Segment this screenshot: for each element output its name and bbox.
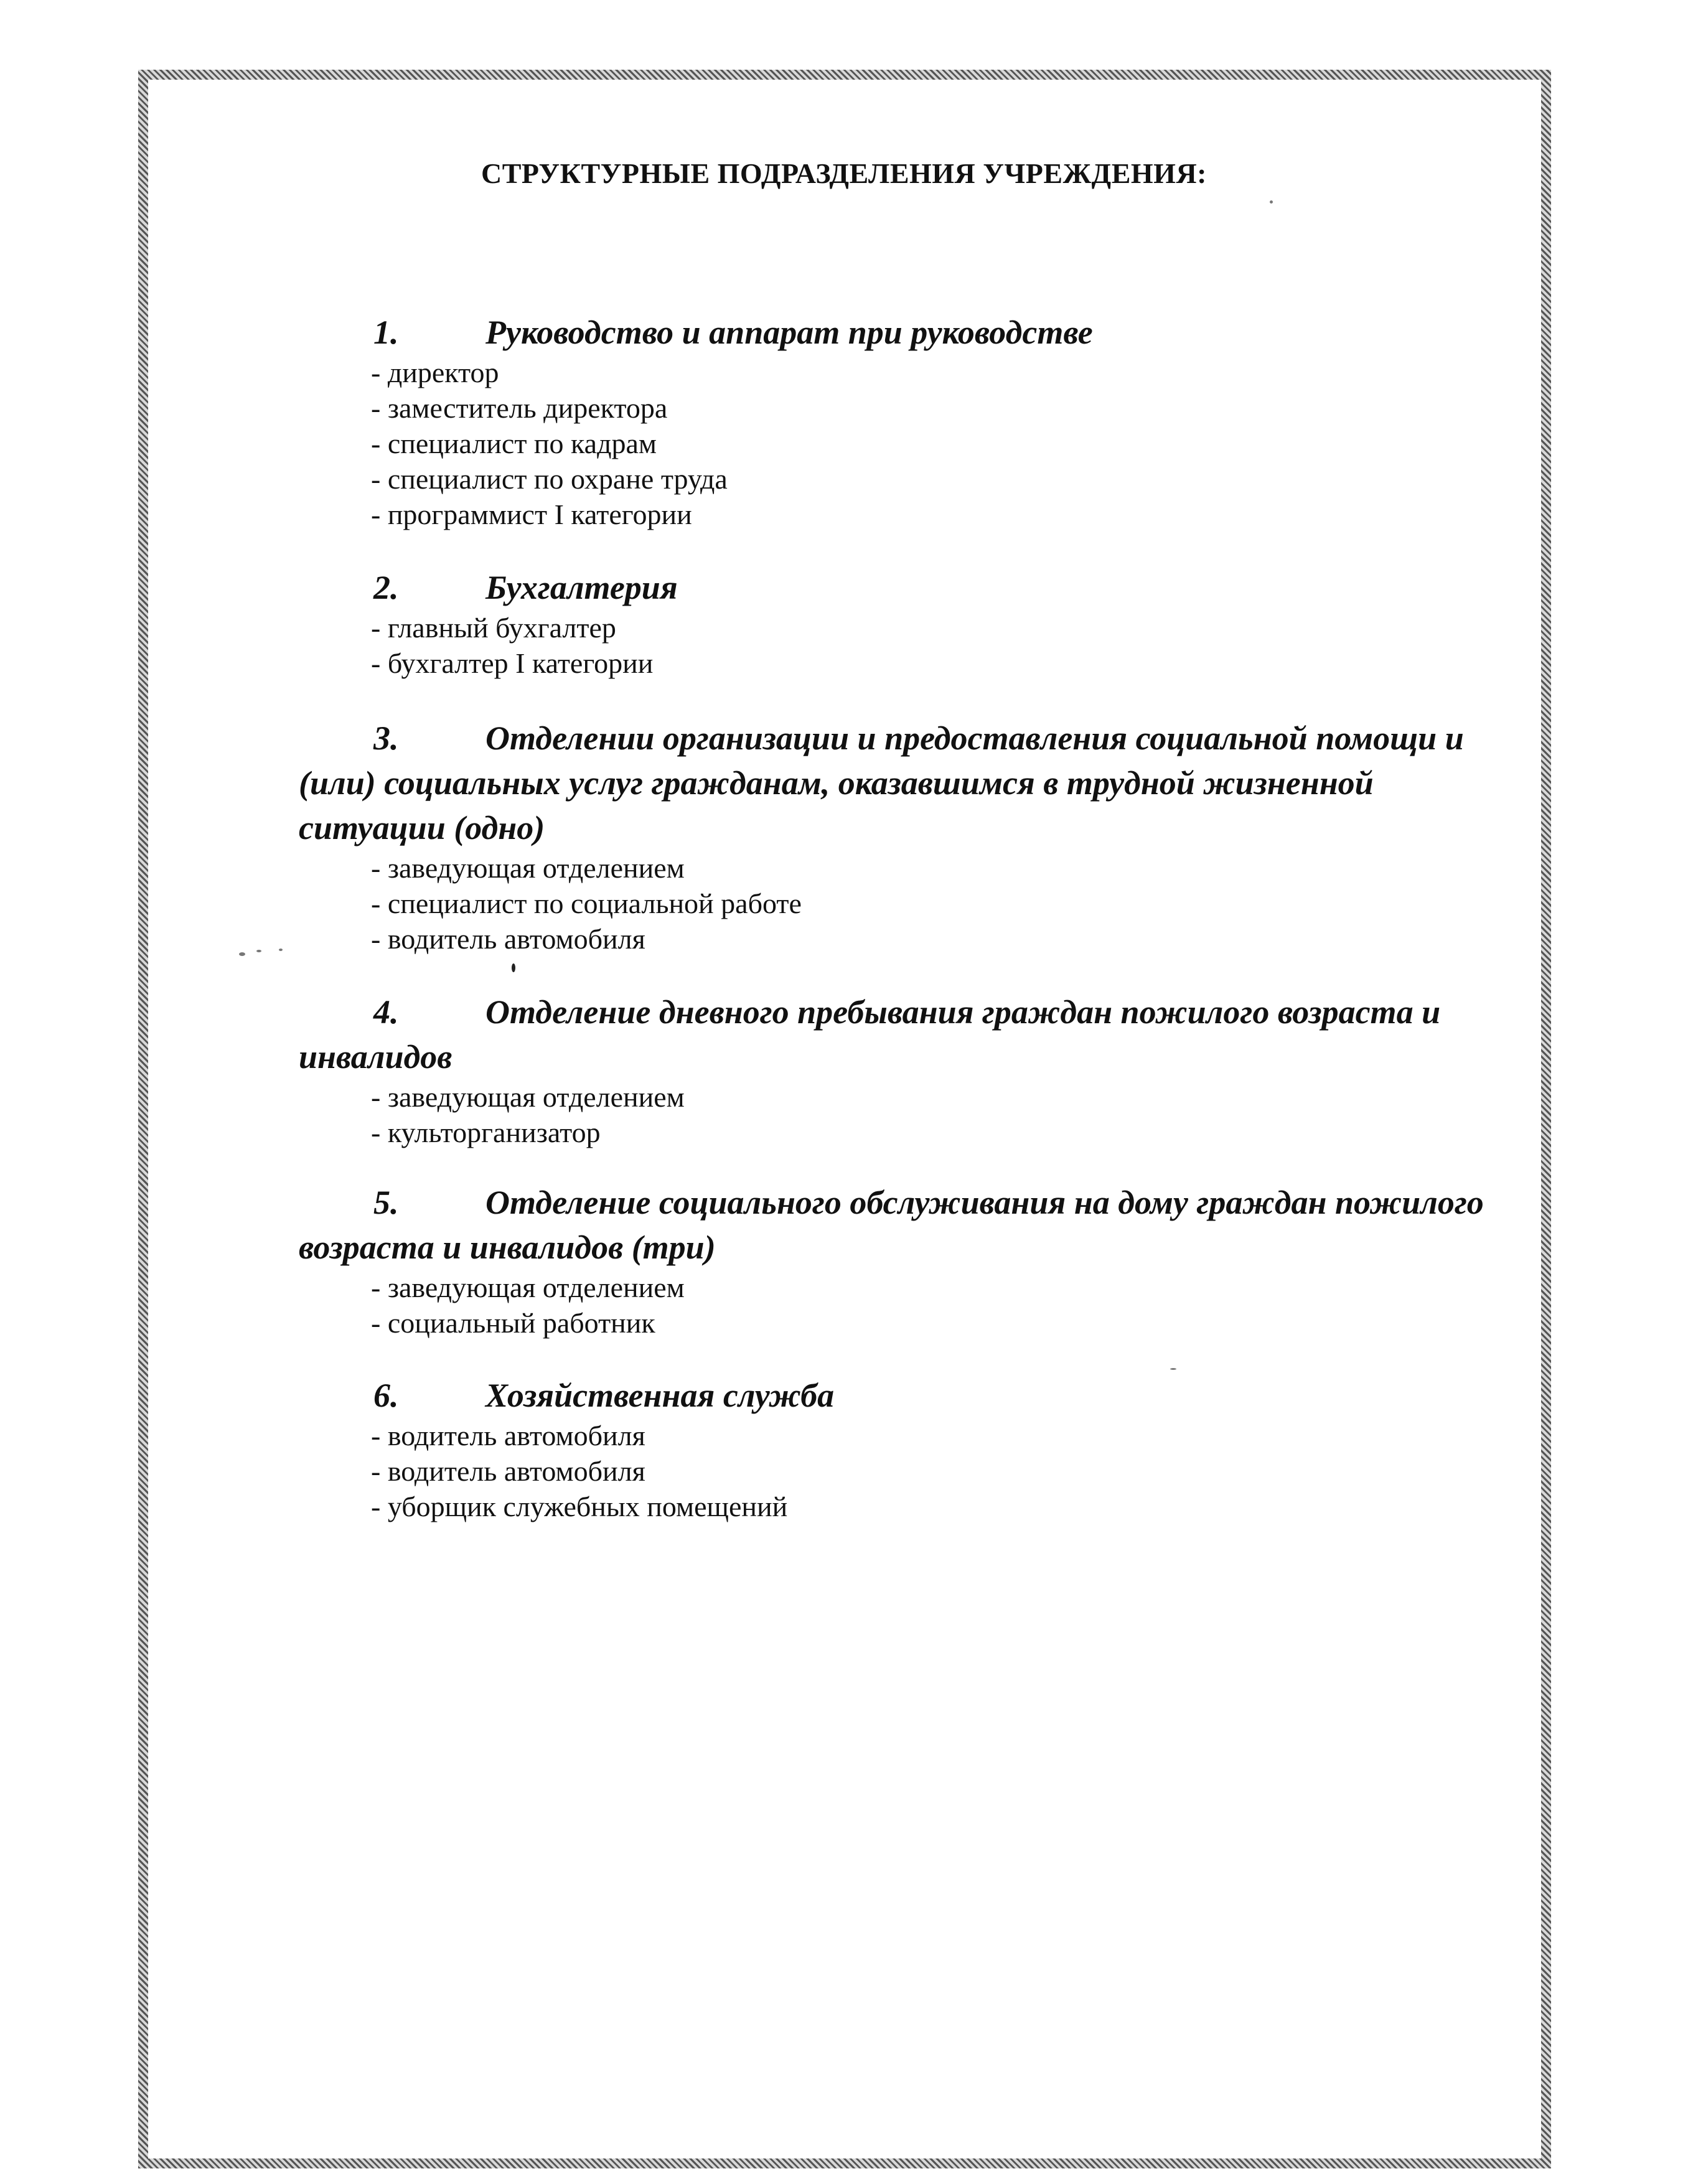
staff-list [299,355,1494,532]
section-title: Руководство и аппарат при руководстве [485,314,1093,351]
section-heading [299,716,1494,850]
section-heading [299,1180,1494,1270]
staff-item: - директор [371,357,499,388]
staff-list [299,1270,1494,1341]
staff-item: - заведующая отделением [371,1272,685,1303]
section-title: Отделении организации и предоставления социальной помощи и (или) социальных услуг гражданам, оказавшимся в трудной жизненной ситуации (одно) [299,719,1464,846]
scan-speck [256,950,261,952]
staff-item: - водитель автомобиля [371,1420,645,1451]
section-heading [299,565,1494,610]
section-title: Отделение дневного пребывания граждан пожилого возраста и инвалидов [299,993,1441,1076]
staff-item: - специалист по социальной работе [371,888,802,919]
scan-speck [239,952,245,956]
scan-speck [279,949,283,951]
staff-list [299,850,1494,957]
section-number: 5. [373,1184,399,1221]
scan-speck [512,963,515,972]
staff-item: - специалист по охране труда [371,463,728,495]
section-title: Хозяйственная служба [485,1377,835,1414]
section-heading [299,990,1494,1079]
staff-item: - уборщик служебных помещений [371,1491,788,1522]
section-number: 1. [373,314,399,351]
section-heading [299,310,1494,355]
section-maintenance [299,1373,1494,1524]
staff-list [299,1079,1494,1150]
staff-item: - бухгалтер I категории [371,647,654,679]
section-title: Отделение социального обслуживания на дому граждан пожилого возраста и инвалидов (три) [299,1184,1484,1266]
staff-item: - социальный работник [371,1307,655,1339]
section-heading [299,1373,1494,1418]
staff-item: - культорганизатор [371,1117,601,1148]
staff-item: - заместитель директора [371,392,668,424]
scan-speck [1270,200,1273,204]
section-accounting [299,565,1494,681]
section-home-care [299,1180,1494,1341]
section-number: 4. [373,993,399,1031]
staff-list [299,610,1494,681]
section-number: 2. [373,569,399,606]
section-number: 6. [373,1377,399,1414]
section-title: Бухгалтерия [485,569,678,606]
staff-item: - специалист по кадрам [371,428,657,459]
section-social-assistance [299,716,1494,957]
staff-item: - водитель автомобиля [371,1455,645,1487]
staff-item: - программист I категории [371,499,692,530]
section-management [299,310,1494,532]
document-title: СТРУКТУРНЫЕ ПОДРАЗДЕЛЕНИЯ УЧРЕЖДЕНИЯ: [481,157,1207,189]
section-day-care [299,990,1494,1150]
staff-item: - водитель автомобиля [371,923,645,955]
section-number: 3. [373,719,399,757]
staff-item: - главный бухгалтер [371,612,616,644]
staff-list [299,1418,1494,1524]
staff-item: - заведующая отделением [371,1081,685,1113]
staff-item: - заведующая отделением [371,852,685,884]
scan-speck [1170,1368,1176,1370]
